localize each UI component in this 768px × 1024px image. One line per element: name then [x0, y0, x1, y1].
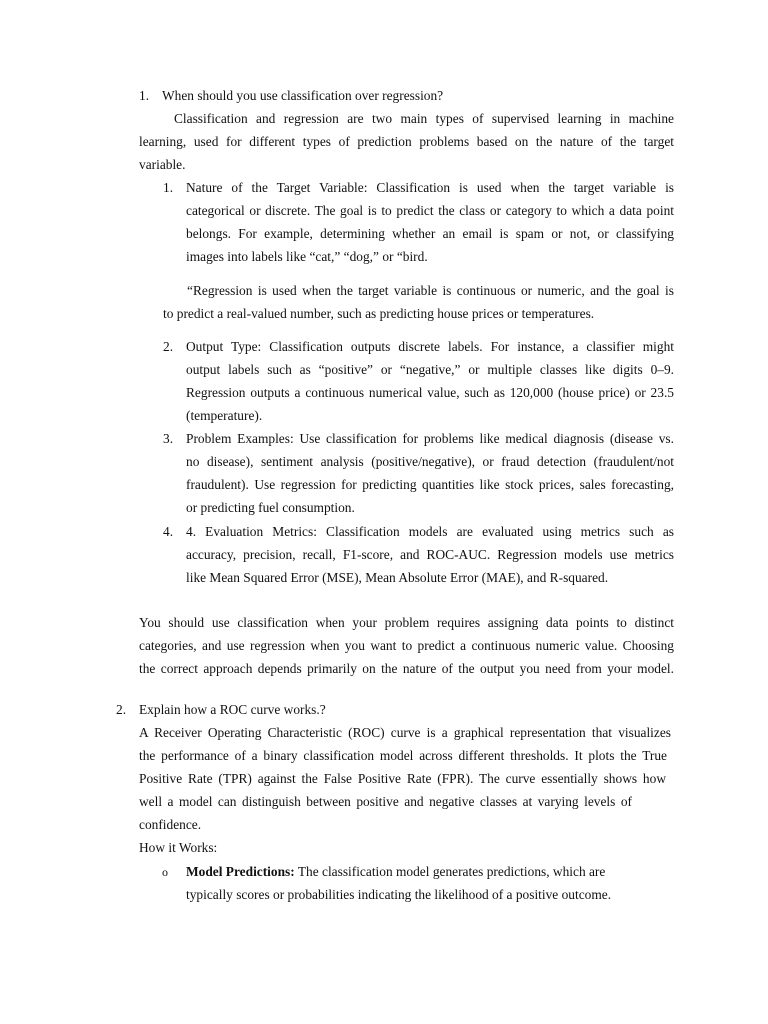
regression-note-line-2: to predict a real-valued number, such as predicting house prices or temperatures.: [163, 306, 595, 321]
q2-body-line-5: confidence.: [139, 817, 202, 832]
q1-item-2-line-1: Output Type: Classification outputs discrete labels. For instance, a classifier might: [186, 339, 674, 354]
q2-body-line-3: Positive Rate (TPR) against the False Positive Rate (FPR). The curve essentially shows how: [139, 771, 666, 786]
q1-item-1-line-4: images into labels like “cat,” “dog,” or “bird.: [186, 249, 428, 264]
q1-intro-line-1: Classification and regression are two main types of supervised learning in machine: [174, 111, 674, 126]
q1-item-3-line-3: fraudulent). Use regression for predicting quantities like stock prices, sales forecasting,: [186, 477, 674, 492]
bullet-line-1: [186, 864, 605, 880]
q1-item-4-line-1: 4. Evaluation Metrics: Classification models are evaluated using metrics such as: [186, 524, 674, 539]
q1-intro-line-2: learning, used for different types of prediction problems based on the nature of the target: [139, 134, 674, 149]
regression-note-line-1: “Regression is used when the target variable is continuous or numeric, and the goal is: [187, 283, 674, 298]
how-it-works-heading: How it Works:: [139, 840, 218, 855]
q1-item-2-line-4: (temperature).: [186, 408, 263, 423]
q1-intro-line-3: variable.: [139, 157, 186, 172]
q1-item-1-line-1: Nature of the Target Variable: Classification is used when the target variable is: [186, 180, 674, 195]
q1-item-2-line-3: Regression outputs a continuous numerical value, such as 120,000 (house price) or 23.5: [186, 385, 674, 400]
q1-item-3-line-1: Problem Examples: Use classification for problems like medical diagnosis (disease vs.: [186, 431, 674, 446]
q1-item-1-line-2: categorical or discrete. The goal is to predict the class or category to which a data point: [186, 203, 674, 218]
q1-item-2-line-2: output labels such as “positive” or “negative,” or multiple classes like digits 0–9.: [186, 362, 674, 377]
q1-item-2-number: 2.: [163, 339, 174, 354]
q1-item-3-line-4: or predicting fuel consumption.: [186, 500, 355, 515]
bullet-text-1: The classification model generates predictions, which are: [294, 864, 606, 879]
q2-number: 2.: [116, 702, 127, 717]
q2-body-line-2: the performance of a binary classification model across different thresholds. It plots the True: [139, 748, 667, 763]
q2-question: Explain how a ROC curve works.?: [139, 702, 326, 717]
q1-item-3-number: 3.: [163, 431, 174, 446]
q1-item-4-line-2: accuracy, precision, recall, F1-score, and ROC-AUC. Regression models use metrics: [186, 547, 674, 562]
q1-item-4-line-3: like Mean Squared Error (MSE), Mean Absolute Error (MAE), and R-squared.: [186, 570, 609, 585]
q1-question: When should you use classification over regression?: [162, 88, 444, 103]
q1-item-1-number: 1.: [163, 180, 174, 195]
q2-body-line-1: A Receiver Operating Characteristic (ROC) curve is a graphical representation that visualizes: [139, 725, 671, 740]
bullet-line-2: typically scores or probabilities indicating the likelihood of a positive outcome.: [186, 887, 612, 902]
q1-conclusion-line-1: You should use classification when your problem requires assigning data points to distinct: [139, 615, 674, 630]
q1-conclusion-line-2: categories, and use regression when you want to predict a continuous numeric value. Choosing: [139, 638, 674, 653]
q1-item-3-line-2: no disease), sentiment analysis (positive/negative), or fraud detection (fraudulent/not: [186, 454, 674, 469]
q1-item-4-number: 4.: [163, 524, 174, 539]
q2-body-line-4: well a model can distinguish between positive and negative classes at varying levels of: [139, 794, 632, 809]
bullet-label: Model Predictions:: [186, 864, 295, 879]
q1-conclusion-line-3: the correct approach depends primarily on the nature of the output you need from your model.: [139, 661, 674, 676]
q1-item-1-line-3: belongs. For example, determining whether an email is spam or not, or classifying: [186, 226, 674, 241]
bullet-marker: o: [162, 865, 168, 879]
q1-number: 1.: [139, 88, 150, 103]
